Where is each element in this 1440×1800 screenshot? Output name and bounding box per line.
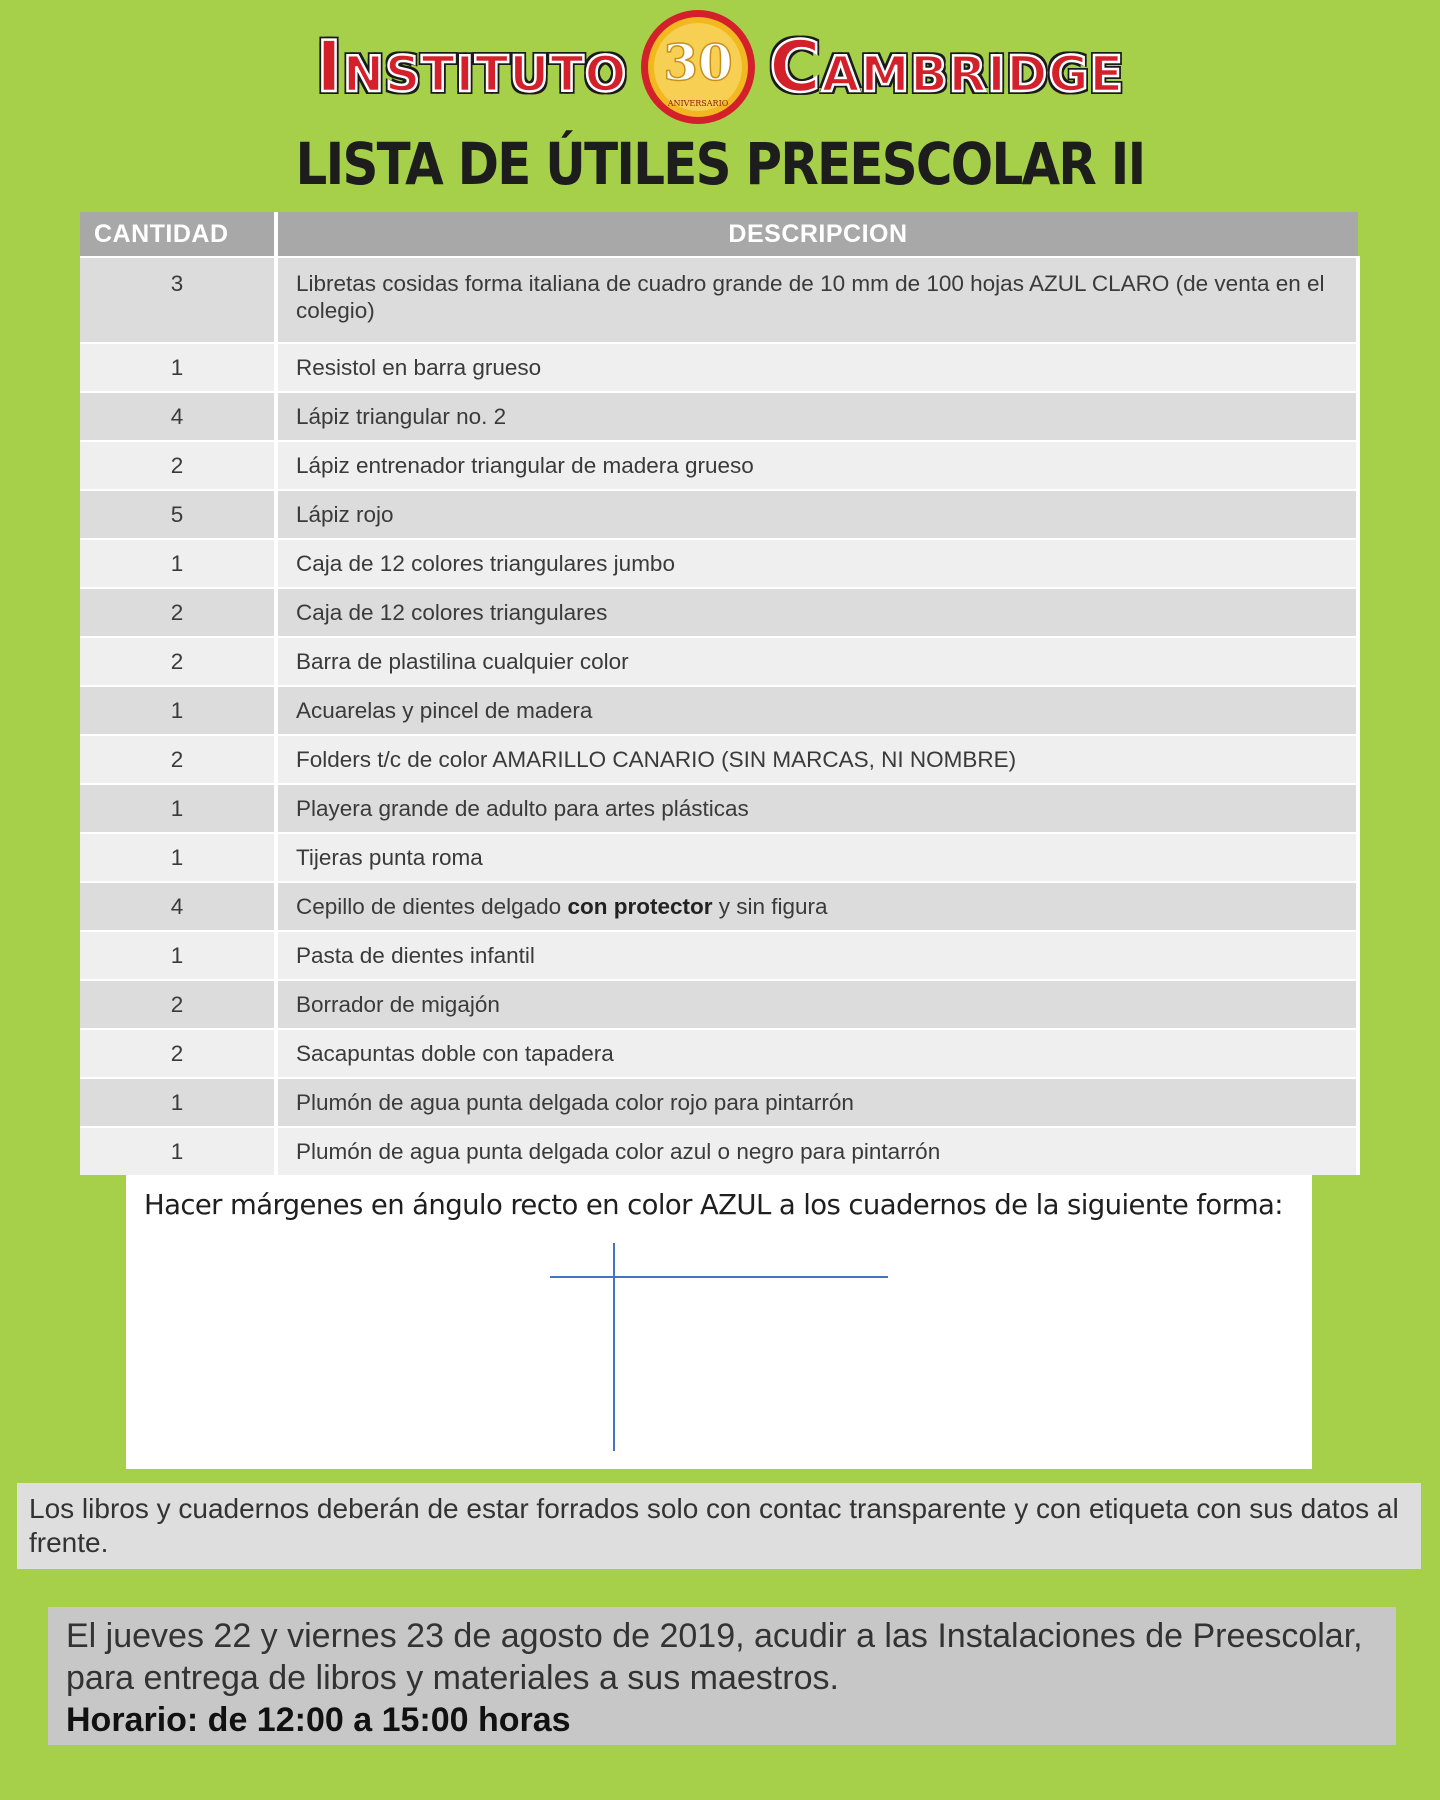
- item-quantity: 5: [80, 490, 276, 539]
- item-quantity: 1: [80, 686, 276, 735]
- supplies-table: [80, 212, 1360, 1175]
- item-description: Lápiz rojo: [276, 490, 1358, 539]
- event-text: El jueves 22 y viernes 23 de agosto de 2019, acudir a las Instalaciones de Preescolar, para entrega de libros y materiales a sus maestros.: [66, 1617, 1363, 1697]
- table-row: [80, 441, 1358, 490]
- item-description: Tijeras punta roma: [276, 833, 1358, 882]
- item-quantity: 1: [80, 539, 276, 588]
- item-quantity: 2: [80, 588, 276, 637]
- table-row: [80, 490, 1358, 539]
- item-description: Lápiz entrenador triangular de madera grueso: [276, 441, 1358, 490]
- item-description: Barra de plastilina cualquier color: [276, 637, 1358, 686]
- item-description: Caja de 12 colores triangulares: [276, 588, 1358, 637]
- item-description: Lápiz triangular no. 2: [276, 392, 1358, 441]
- item-description-part: y sin figura: [712, 893, 828, 919]
- item-quantity: 4: [80, 882, 276, 931]
- table-row: [80, 833, 1358, 882]
- table-row: [80, 343, 1358, 392]
- seal-text: ANIVERSARIO: [667, 99, 729, 108]
- item-description: Libretas cosidas forma italiana de cuadro grande de 10 mm de 100 hojas AZUL CLARO (de venta en el colegio): [276, 257, 1358, 343]
- table-row: [80, 1078, 1358, 1127]
- table-row: [80, 392, 1358, 441]
- item-description: Acuarelas y pincel de madera: [276, 686, 1358, 735]
- item-quantity: 1: [80, 1127, 276, 1175]
- item-quantity: 2: [80, 637, 276, 686]
- item-quantity: 1: [80, 1078, 276, 1127]
- page-title: LISTA DE ÚTILES PREESCOLAR II: [295, 130, 1145, 198]
- item-description-part: Cepillo de dientes delgado: [296, 893, 568, 919]
- event-box: [48, 1607, 1396, 1745]
- margins-note: Hacer márgenes en ángulo recto en color AZUL a los cuadernos de la siguiente forma:: [144, 1189, 1283, 1221]
- anniversary-seal: [639, 8, 757, 126]
- item-quantity: 3: [80, 257, 276, 343]
- margin-diagram: [126, 1175, 1312, 1469]
- table-row: [80, 637, 1358, 686]
- item-quantity: 1: [80, 343, 276, 392]
- item-description: Resistol en barra grueso: [276, 343, 1358, 392]
- item-description: Plumón de agua punta delgada color azul o negro para pintarrón: [276, 1127, 1358, 1175]
- table-row: [80, 539, 1358, 588]
- header: [0, 8, 1440, 126]
- seal-number: 30: [663, 33, 734, 92]
- item-description: Folders t/c de color AMARILLO CANARIO (SIN MARCAS, NI NOMBRE): [276, 735, 1358, 784]
- item-description: Playera grande de adulto para artes plásticas: [276, 784, 1358, 833]
- item-quantity: 2: [80, 441, 276, 490]
- item-description: Plumón de agua punta delgada color rojo para pintarrón: [276, 1078, 1358, 1127]
- column-header-qty: CANTIDAD: [80, 212, 276, 257]
- table-row: [80, 980, 1358, 1029]
- item-description: Borrador de migajón: [276, 980, 1358, 1029]
- table-row: [80, 257, 1358, 343]
- table-row: [80, 931, 1358, 980]
- item-quantity: 1: [80, 784, 276, 833]
- item-description: Caja de 12 colores triangulares jumbo: [276, 539, 1358, 588]
- table-row: [80, 882, 1358, 931]
- logo-word-left: Instituto: [315, 26, 628, 108]
- item-description-emphasis: con protector: [567, 893, 713, 919]
- item-quantity: 1: [80, 931, 276, 980]
- table-row: [80, 735, 1358, 784]
- item-description: [276, 882, 1358, 931]
- logo-word-right: Cambridge: [769, 26, 1125, 108]
- item-quantity: 1: [80, 833, 276, 882]
- item-quantity: 4: [80, 392, 276, 441]
- margins-instruction-box: [126, 1175, 1312, 1469]
- item-quantity: 2: [80, 735, 276, 784]
- item-quantity: 2: [80, 1029, 276, 1078]
- table-row: [80, 784, 1358, 833]
- table-row: [80, 686, 1358, 735]
- item-description: Sacapuntas doble con tapadera: [276, 1029, 1358, 1078]
- books-note: Los libros y cuadernos deberán de estar forrados solo con contac transparente y con etiqueta con sus datos al frente.: [17, 1483, 1421, 1569]
- table-row: [80, 1127, 1358, 1175]
- item-quantity: 2: [80, 980, 276, 1029]
- table-row: [80, 588, 1358, 637]
- column-header-desc: DESCRIPCION: [276, 212, 1358, 257]
- table-header-row: [80, 212, 1358, 257]
- table-row: [80, 1029, 1358, 1078]
- event-hours: Horario: de 12:00 a 15:00 horas: [66, 1701, 571, 1739]
- item-description: Pasta de dientes infantil: [276, 931, 1358, 980]
